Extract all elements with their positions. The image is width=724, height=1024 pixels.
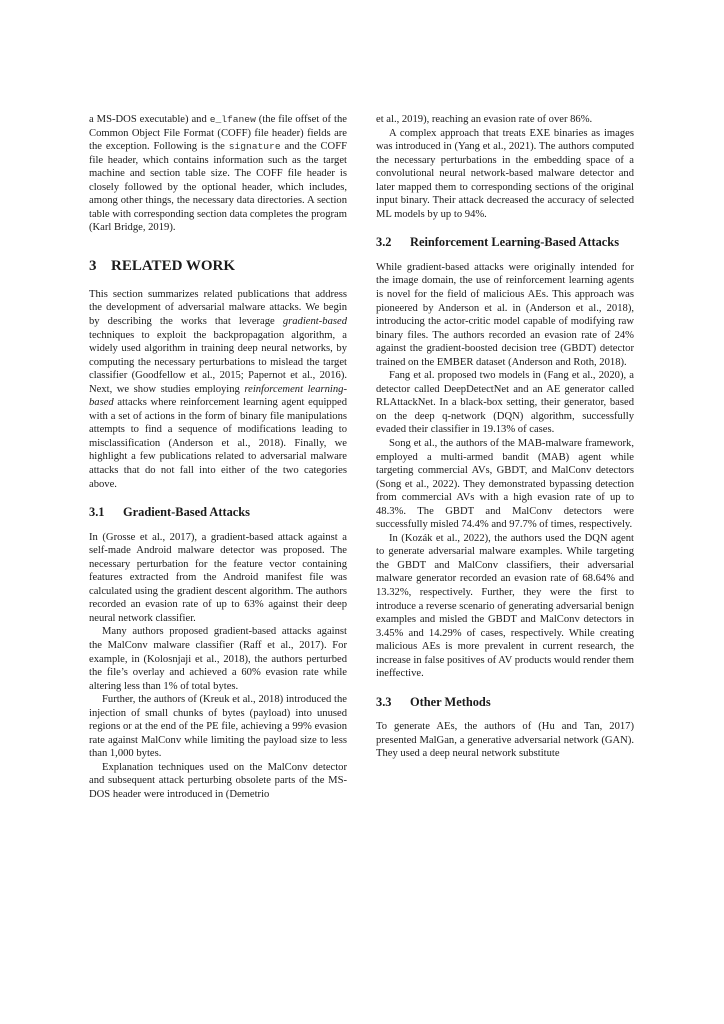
subsection-title: Other Methods — [410, 694, 491, 709]
code-e-lfanew: e_lfanew — [209, 114, 256, 125]
section-title: RELATED WORK — [111, 257, 236, 274]
paragraph: Explanation techniques used on the MalConv detector and subsequent attack perturbing obsolete parts of the MS-DOS header were introduced in (Demetrio — [89, 761, 347, 801]
text-run: techniques to exploit the backpropagation algorithm, a widely used algorithm in training deep neural networks, by computing the necessary perturbations to mislead the target classifier (Goodfellow et al., 2015; Papernot et al., 2016). Next, we show studies employing — [89, 329, 347, 395]
paragraph: Further, the authors of (Kreuk et al., 2018) introduced the injection of small chunks of bytes (payload) into unused regions or at the end of the PE file, achieving a 99% evasion rate against MalConv while limiting the payload size to less than 1,000 bytes. — [89, 694, 347, 760]
emphasis-rl-based: reinforcement learning-based — [89, 383, 347, 409]
text-run: attacks where reinforcement learning agent equipped with a set of actions in the form of binary file manipulations attempts to find a sequence of modifications leading to misclassification (Anderson et al., 2018). Finally, we highlight a few publications related to adversarial malware attacks that do not fall into either of the two categories above. — [89, 397, 347, 490]
section-number: 3 — [89, 257, 97, 274]
text-run: and the COFF file header, which contains information such as the target machine and section table size. The COFF file header is closely followed by the optional header, which includes, among other things, the necessary data directories. A section table with corresponding section data completes the program (Karl Bridge, 2019). — [89, 141, 347, 234]
subsection-title: Reinforcement Learning-Based Attacks — [410, 235, 620, 250]
subsection-number: 3.1 — [89, 505, 105, 520]
text-run: This section summarizes related publications that address the development of adversarial malware attacks. We begin by describing the works that leverage — [89, 288, 347, 328]
paragraph: In (Grosse et al., 2017), a gradient-based attack against a self-made Android malware detector was proposed. The necessary perturbation for the feature vector containing features extracted from the Android manifest file was calculated using the gradient descent algorithm. The authors recorded an evasion rate of up to 63% against their deep neural network classifier. — [89, 531, 347, 624]
paragraph: In (Kozák et al., 2022), the authors used the DQN agent to generate adversarial malware examples. While targeting the GBDT and MalConv classifiers, their adversarial malware generator recorded an evasion rate of 68.64% and 13.32%, respectively. Further, they were the first to introduce a reverse scenario of generating adversarial benign examples and misled the GBDT and MalConv detectors in 3.45% and 14.29% of cases, respectively. While creating malicious AEs is more prevalent in current research, the increase in false positives of AV products would render them ineffective. — [376, 532, 634, 680]
subsection-heading-gradient-based — [89, 505, 347, 521]
text-run: a MS-DOS executable) and — [89, 114, 210, 125]
paragraph: While gradient-based attacks were originally intended for the image domain, the use of reinforcement learning agents is novel for the field of malicious AEs. This approach was pioneered by Anderson et al. in (Anderson et al., 2018), introducing the actor-critic model capable of modifying raw binary files. The authors recorded an evasion rate of 24% against the gradient-boosted decision tree (GBDT) detector trained on the EMBER dataset (Anderson and Roth, 2018). — [376, 261, 634, 368]
code-signature: signature — [228, 141, 281, 153]
section-heading-related-work — [89, 257, 347, 275]
paragraph: Fang et al. proposed two models in (Fang et al., 2020), a detector called DeepDetectNet and an AE generator called RLAttackNet. In a black-box setting, their generator, based on the deep q-network (DQN) algorithm, successfully evaded their classifier in 19.13% of cases. — [376, 370, 634, 436]
subsection-number: 3.3 — [376, 694, 392, 709]
paragraph: Song et al., the authors of the MAB-malware framework, employed a multi-armed bandit (MAB) agent while targeting commercial AVs, GBDT, and MalConv detectors (Song et al., 2022). They demonstrated bypassing detection from commercial AVs with a high evasion rate of up to 48.3%. The GBDT and MalConv detectors were successfully misled 74.4% and 97.7% of times, respectively. — [376, 437, 634, 531]
text-run: (the file offset of the Common Object File Format (COFF) file header) fields are the exception. Following is the — [89, 114, 347, 153]
left-column — [89, 113, 347, 802]
emphasis-gradient-based: gradient-based — [282, 316, 347, 328]
subsection-heading-rl-based — [376, 235, 634, 251]
paragraph-pe-format — [89, 113, 347, 235]
paragraph: To generate AEs, the authors of (Hu and Tan, 2017) presented MalGan, a generative adversarial network (GAN). They used a deep neural network substitute — [376, 721, 634, 760]
paragraph-continued: et al., 2019), reaching an evasion rate of over 86%. — [376, 114, 593, 125]
subsection-number: 3.2 — [376, 235, 392, 250]
paragraph: Many authors proposed gradient-based attacks against the MalConv malware classifier (Raff et al., 2017). For example, in (Kolosnjaji et al., 2018), the authors perturbed the file’s overlay and achieved a 60% evasion rate while altering less than 1% of total bytes. — [89, 626, 347, 692]
subsection-title: Gradient-Based Attacks — [123, 505, 251, 520]
paragraph-related-work-intro — [89, 288, 347, 491]
subsection-heading-other-methods — [376, 695, 634, 711]
right-column — [376, 113, 634, 761]
paragraph: A complex approach that treats EXE binaries as images was introduced in (Yang et al., 2021). The authors computed the necessary perturbations in the embedding space of a convolutional neural network-based malware detector and later mapped them to corresponding sections of the original input binary. Their attack decreased the accuracy of selected ML models by up to 94%. — [376, 127, 634, 220]
